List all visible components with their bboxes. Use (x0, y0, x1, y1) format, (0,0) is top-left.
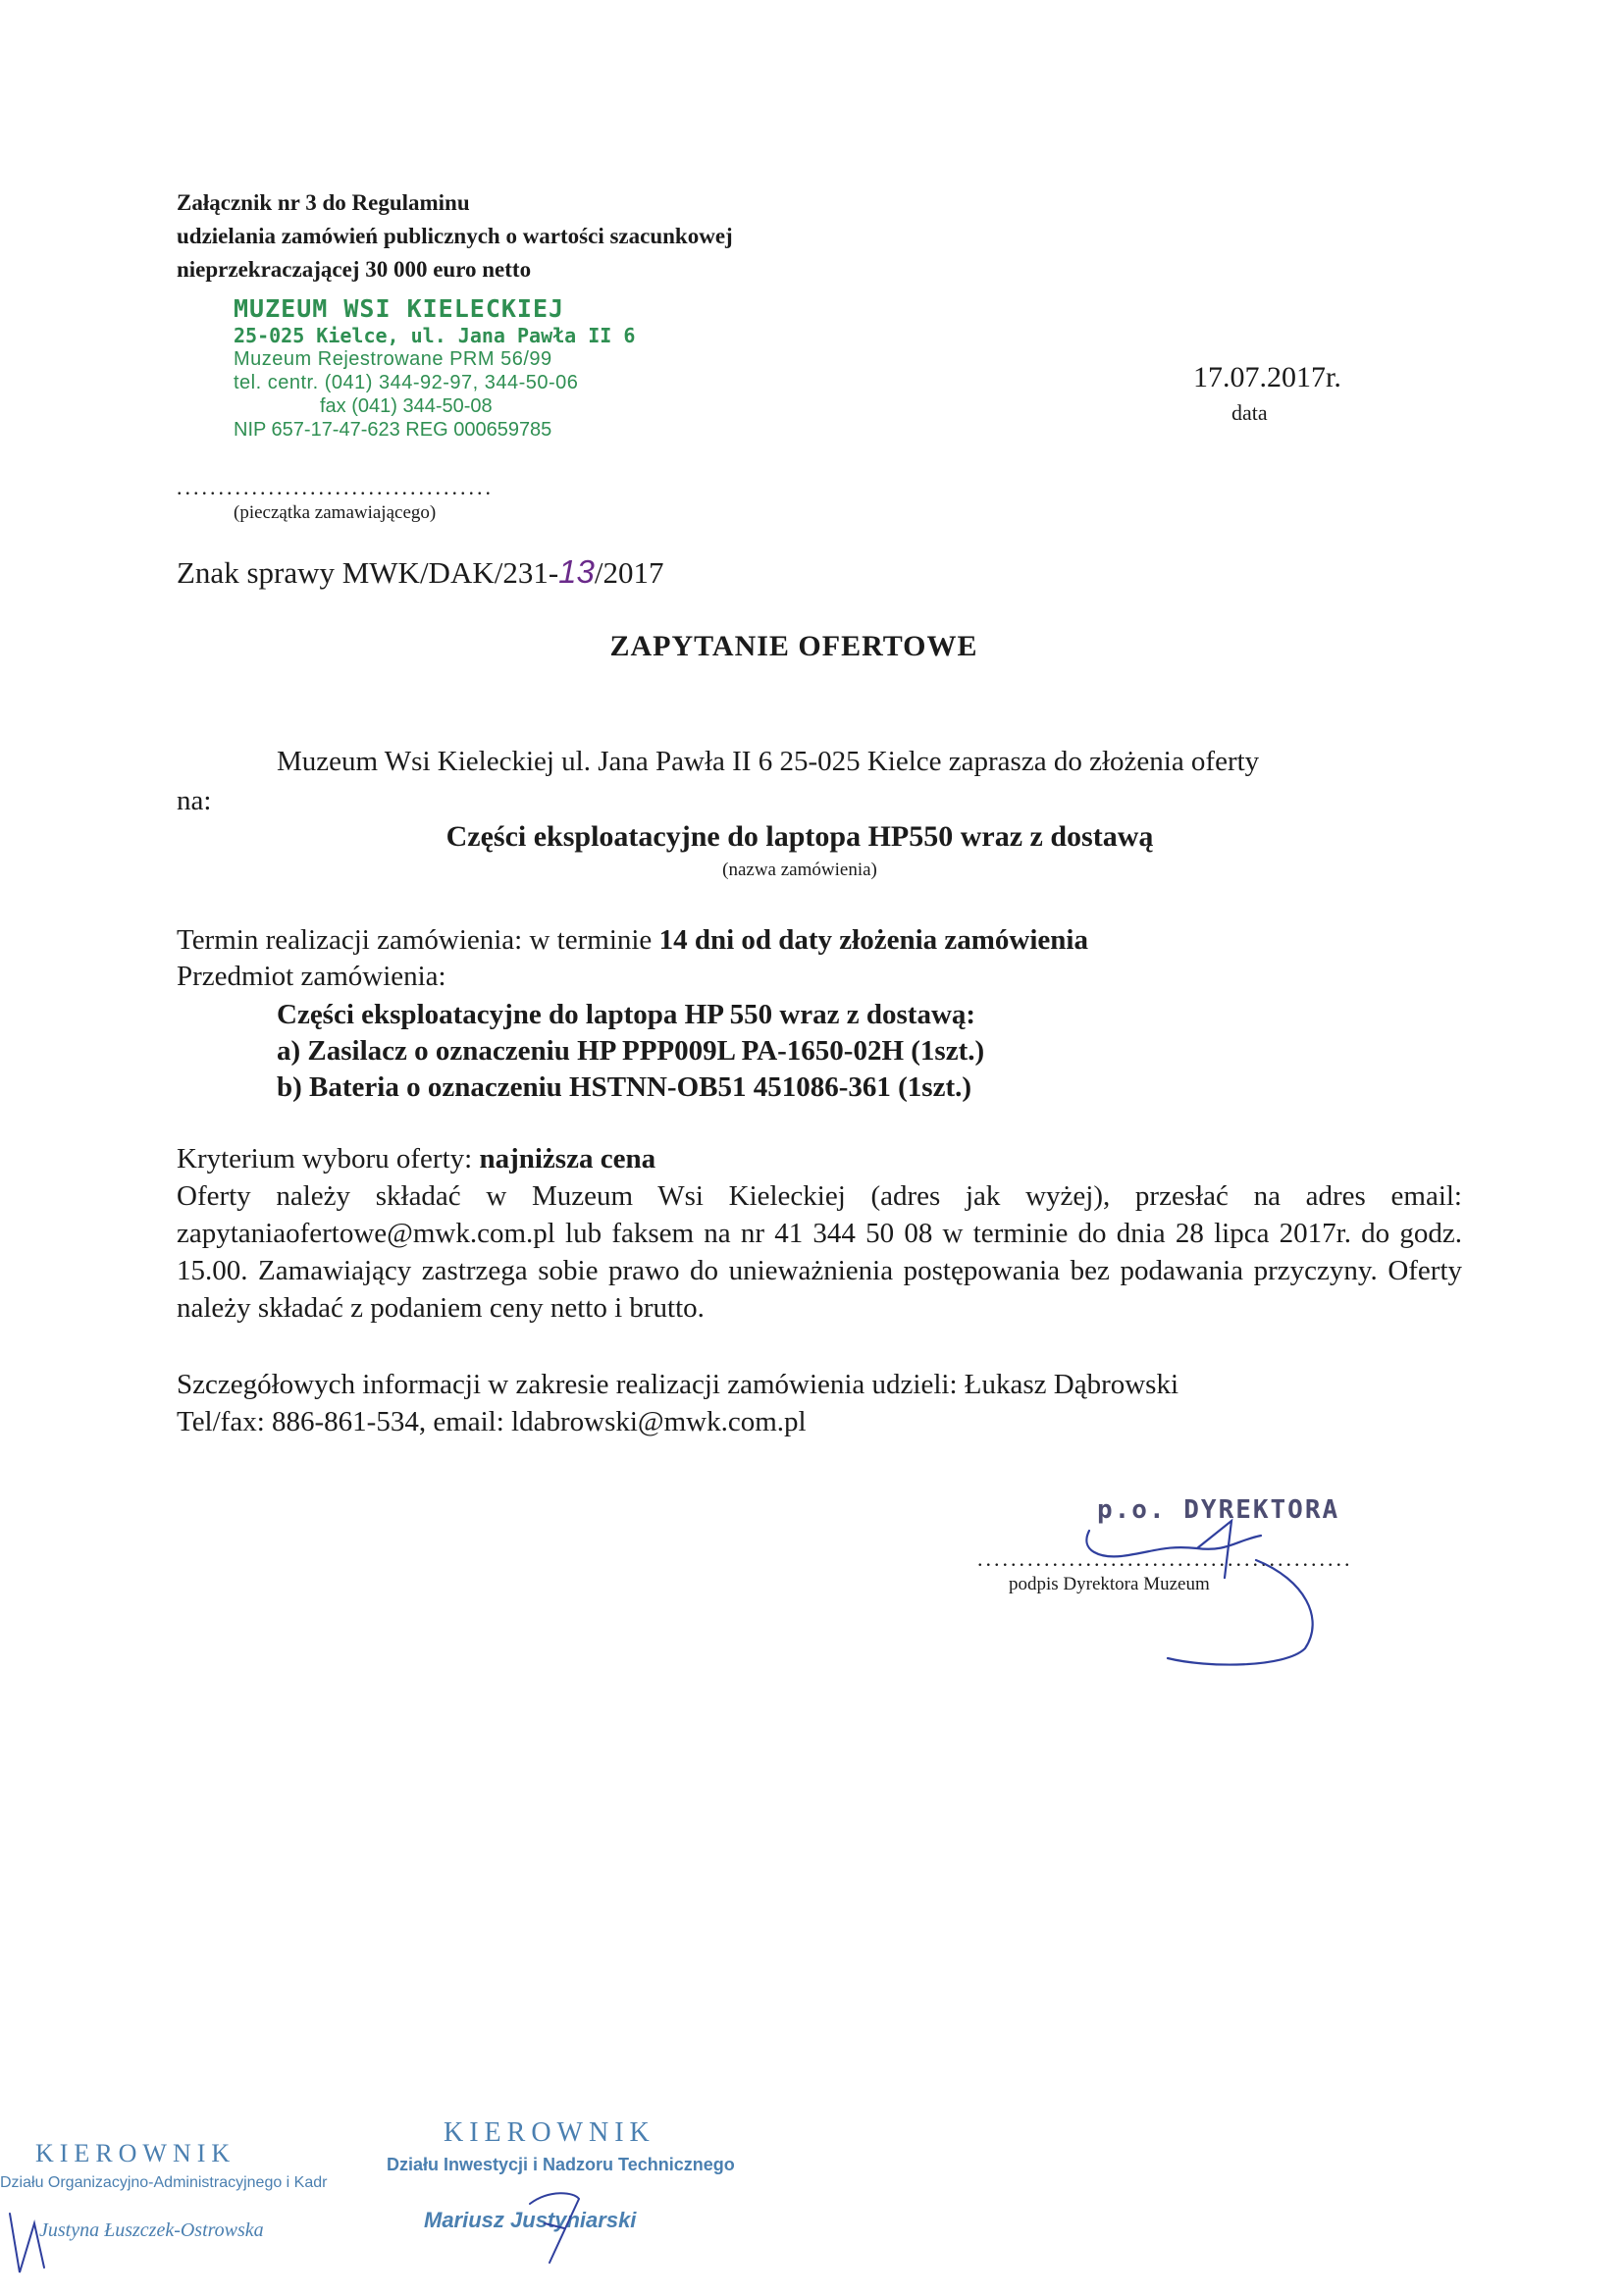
contact-line-2: Tel/fax: 886-861-534, email: ldabrowski@mwk.com.pl (177, 1406, 807, 1437)
stamp-line-4: tel. centr. (041) 344-92-97, 344-50-06 (234, 372, 579, 393)
case-prefix: Znak sprawy MWK/DAK/231- (177, 555, 559, 590)
right-stamp-title: KIEROWNIK (444, 2117, 655, 2148)
document-title (0, 630, 1623, 663)
criteria-label: Kryterium wyboru oferty: (177, 1143, 480, 1174)
criteria-block (177, 1140, 1462, 1327)
case-handwritten-number: 13 (558, 553, 595, 590)
left-stamp-name: Justyna Łuszczek-Ostrowska (39, 2219, 264, 2241)
contact-line-1: Szczegółowych informacji w zakresie realizacji zamówienia udzieli: Łukasz Dąbrowski (177, 1369, 1179, 1400)
invitation-text: Muzeum Wsi Kieleckiej ul. Jana Pawła II 6 25-025 Kielce zaprasza do złożenia oferty (277, 746, 1260, 777)
right-stamp-signature (520, 2184, 589, 2272)
order-item-heading: Części eksploatacyjne do laptopa HP 550 wraz z dostawą: (277, 999, 976, 1030)
document-title-text: ZAPYTANIE OFERTOWE (609, 630, 978, 662)
document-date: 17.07.2017r. (1193, 361, 1341, 393)
order-items (277, 997, 984, 1106)
header-line-1: Załącznik nr 3 do Regulaminu (177, 190, 470, 215)
left-stamp-title: KIEROWNIK (35, 2139, 236, 2167)
criteria-value: najniższa cena (479, 1143, 656, 1174)
criteria-text: Oferty należy składać w Muzeum Wsi Kieleckiej (adres jak wyżej), przesłać na adres email: zapytaniaofertowe@mwk.com.pl lub faksem na nr 41 344 50 08 w terminie do dnia 28 lipca 2017r. do godz. 15.00. Zamawiający zastrzega sobie prawo do unieważnienia postępowania bez podawania przyczyny. Oferty należy składać z podaniem ceny netto i brutto. (177, 1180, 1462, 1324)
order-name (0, 820, 1623, 854)
right-stamp-name: Mariusz Justyniarski (424, 2208, 637, 2232)
right-stamp-department: Działu Inwestycji i Nadzoru Technicznego (387, 2155, 735, 2174)
order-item-a: a) Zasilacz o oznaczeniu HP PPP009L PA-1650-02H (1szt.) (277, 1035, 985, 1067)
term-label: Termin realizacji zamówienia: w terminie (177, 924, 659, 956)
stamp-caption: (pieczątka zamawiającego) (234, 502, 437, 523)
subject-label: Przedmiot zamówienia: (177, 961, 446, 992)
header-line-2: udzielania zamówień publicznych o wartości szacunkowej (177, 224, 733, 248)
na-label: na: (177, 785, 212, 816)
order-item-b: b) Bateria o oznaczeniu HSTNN-OB51 451086-361 (1szt.) (277, 1071, 972, 1103)
header-line-3: nieprzekraczającej 30 000 euro netto (177, 257, 532, 282)
contact-block (177, 1366, 1462, 1440)
term-block (177, 922, 1452, 995)
case-suffix: /2017 (594, 555, 664, 590)
order-name-caption (0, 860, 1623, 881)
stamp-line-1: MUZEUM WSI KIELECKIEJ (234, 294, 565, 323)
stamp-line-2: 25-025 Kielce, ul. Jana Pawła II 6 (234, 324, 636, 347)
order-name-text: Części eksploatacyjne do laptopa HP550 wraz z dostawą (445, 820, 1154, 853)
term-value: 14 dni od daty złożenia zamówienia (658, 924, 1088, 956)
term-line (177, 922, 1452, 959)
signature-caption: podpis Dyrektora Muzeum (1009, 1574, 1210, 1594)
left-stamp-department: Działu Organizacyjno-Administracyjnego i Kadr (0, 2174, 328, 2191)
case-number (177, 553, 664, 591)
signature-dotted-line: ............................................. (977, 1546, 1353, 1571)
order-name-caption-text: (nazwa zamówienia) (722, 860, 877, 880)
attachment-header (177, 186, 733, 287)
stamp-line-3: Muzeum Rejestrowane PRM 56/99 (234, 348, 552, 370)
director-signature-drawing (1060, 1501, 1335, 1678)
date-caption: data (1231, 400, 1268, 425)
director-stamp: p.o. DYREKTORA (1097, 1495, 1340, 1525)
left-stamp-signature (0, 2204, 59, 2282)
stamp-line-6: NIP 657-17-47-623 REG 000659785 (234, 419, 552, 441)
museum-stamp (234, 294, 635, 442)
stamp-dotted-line: ...................................... (177, 475, 494, 499)
stamp-line-5: fax (041) 344-50-08 (320, 395, 493, 417)
